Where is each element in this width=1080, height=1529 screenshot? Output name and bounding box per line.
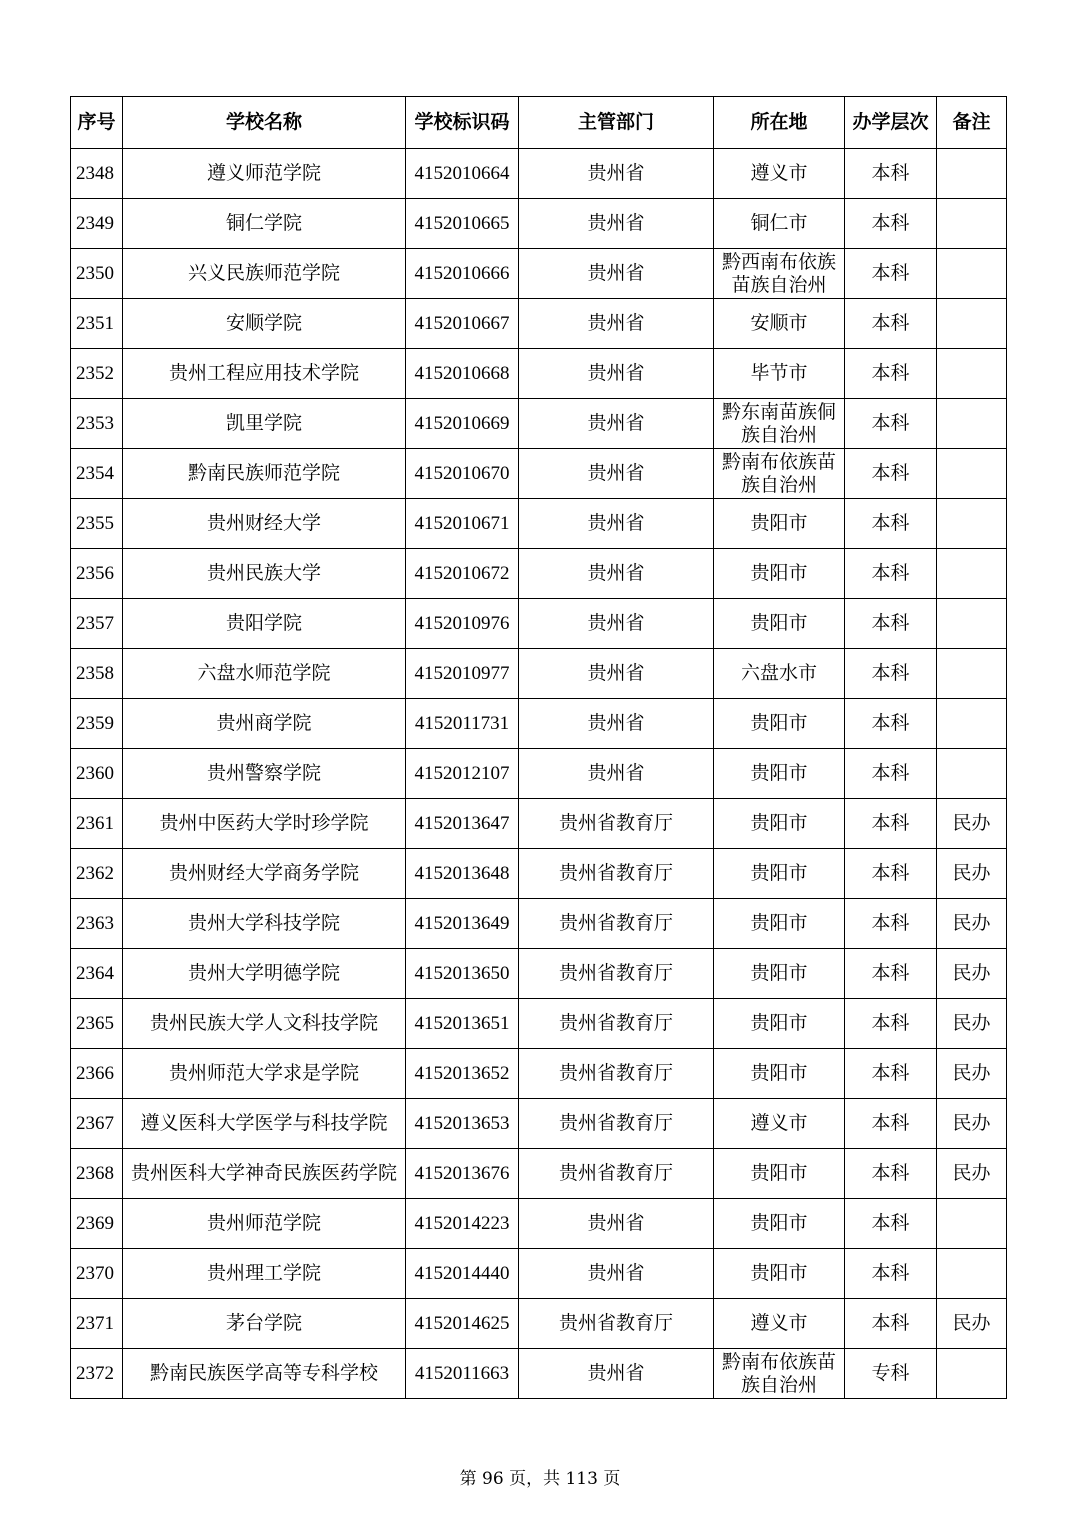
cell-supervising-department: 贵州省教育厅 (519, 1049, 714, 1099)
cell-remarks (937, 599, 1007, 649)
table-row (71, 699, 1007, 749)
cell-school-name: 贵州民族大学 (123, 549, 406, 599)
cell-serial-number: 2357 (71, 599, 123, 649)
cell-location: 安顺市 (714, 299, 845, 349)
cell-serial-number: 2356 (71, 549, 123, 599)
cell-supervising-department: 贵州省 (519, 449, 714, 499)
cell-remarks: 民办 (937, 899, 1007, 949)
cell-school-code: 4152010976 (406, 599, 519, 649)
cell-education-level: 本科 (845, 899, 937, 949)
cell-school-name: 贵州警察学院 (123, 749, 406, 799)
cell-school-code: 4152010670 (406, 449, 519, 499)
cell-remarks (937, 249, 1007, 299)
header-location: 所在地 (714, 97, 845, 149)
cell-education-level: 本科 (845, 449, 937, 499)
cell-education-level: 本科 (845, 699, 937, 749)
cell-location: 贵阳市 (714, 499, 845, 549)
cell-location: 贵阳市 (714, 1249, 845, 1299)
cell-school-name: 贵州大学科技学院 (123, 899, 406, 949)
cell-education-level: 本科 (845, 949, 937, 999)
cell-education-level: 本科 (845, 999, 937, 1049)
table-row (71, 999, 1007, 1049)
cell-remarks: 民办 (937, 999, 1007, 1049)
cell-supervising-department: 贵州省 (519, 549, 714, 599)
header-supervising-department: 主管部门 (519, 97, 714, 149)
table-row (71, 199, 1007, 249)
cell-serial-number: 2360 (71, 749, 123, 799)
table-body (71, 149, 1007, 1399)
cell-school-name: 遵义医科大学医学与科技学院 (123, 1099, 406, 1149)
cell-school-code: 4152010672 (406, 549, 519, 599)
table-row (71, 1149, 1007, 1199)
cell-supervising-department: 贵州省 (519, 349, 714, 399)
cell-school-code: 4152010665 (406, 199, 519, 249)
cell-serial-number: 2361 (71, 799, 123, 849)
cell-remarks: 民办 (937, 849, 1007, 899)
table-row (71, 1349, 1007, 1399)
header-school-code: 学校标识码 (406, 97, 519, 149)
cell-school-name: 贵州财经大学 (123, 499, 406, 549)
table-header-row (71, 97, 1007, 149)
cell-remarks (937, 499, 1007, 549)
cell-school-name: 黔南民族师范学院 (123, 449, 406, 499)
table-row (71, 899, 1007, 949)
cell-school-code: 4152013650 (406, 949, 519, 999)
table-row (71, 349, 1007, 399)
cell-serial-number: 2362 (71, 849, 123, 899)
cell-school-name: 贵州中医药大学时珍学院 (123, 799, 406, 849)
cell-education-level: 专科 (845, 1349, 937, 1399)
cell-supervising-department: 贵州省教育厅 (519, 1299, 714, 1349)
cell-education-level: 本科 (845, 249, 937, 299)
cell-location: 毕节市 (714, 349, 845, 399)
cell-supervising-department: 贵州省 (519, 1199, 714, 1249)
cell-serial-number: 2371 (71, 1299, 123, 1349)
cell-school-code: 4152011663 (406, 1349, 519, 1399)
cell-serial-number: 2350 (71, 249, 123, 299)
table-row (71, 249, 1007, 299)
table-row (71, 849, 1007, 899)
table-row (71, 399, 1007, 449)
cell-education-level: 本科 (845, 149, 937, 199)
cell-serial-number: 2359 (71, 699, 123, 749)
cell-remarks: 民办 (937, 799, 1007, 849)
cell-school-name: 贵州医科大学神奇民族医药学院 (123, 1149, 406, 1199)
cell-location: 贵阳市 (714, 949, 845, 999)
table-row (71, 749, 1007, 799)
cell-supervising-department: 贵州省 (519, 649, 714, 699)
cell-serial-number: 2354 (71, 449, 123, 499)
cell-school-code: 4152013653 (406, 1099, 519, 1149)
cell-school-name: 贵州财经大学商务学院 (123, 849, 406, 899)
cell-serial-number: 2367 (71, 1099, 123, 1149)
cell-location: 贵阳市 (714, 699, 845, 749)
cell-remarks (937, 549, 1007, 599)
cell-location: 贵阳市 (714, 849, 845, 899)
cell-education-level: 本科 (845, 749, 937, 799)
table-row (71, 599, 1007, 649)
header-school-name: 学校名称 (123, 97, 406, 149)
cell-serial-number: 2365 (71, 999, 123, 1049)
cell-school-name: 遵义师范学院 (123, 149, 406, 199)
cell-education-level: 本科 (845, 199, 937, 249)
cell-supervising-department: 贵州省 (519, 699, 714, 749)
cell-location: 遵义市 (714, 1099, 845, 1149)
cell-remarks (937, 649, 1007, 699)
table-row (71, 449, 1007, 499)
cell-location: 贵阳市 (714, 899, 845, 949)
cell-school-code: 4152013649 (406, 899, 519, 949)
cell-school-name: 贵州理工学院 (123, 1249, 406, 1299)
cell-remarks (937, 699, 1007, 749)
table-row (71, 499, 1007, 549)
cell-supervising-department: 贵州省 (519, 399, 714, 449)
header-serial-number: 序号 (71, 97, 123, 149)
cell-school-name: 安顺学院 (123, 299, 406, 349)
cell-serial-number: 2369 (71, 1199, 123, 1249)
cell-serial-number: 2358 (71, 649, 123, 699)
cell-remarks (937, 449, 1007, 499)
cell-supervising-department: 贵州省 (519, 199, 714, 249)
table-row (71, 649, 1007, 699)
table-row (71, 949, 1007, 999)
cell-location: 贵阳市 (714, 1199, 845, 1249)
cell-supervising-department: 贵州省教育厅 (519, 999, 714, 1049)
cell-education-level: 本科 (845, 649, 937, 699)
cell-remarks (937, 1249, 1007, 1299)
cell-education-level: 本科 (845, 1199, 937, 1249)
table-row (71, 299, 1007, 349)
cell-remarks: 民办 (937, 1299, 1007, 1349)
cell-remarks (937, 399, 1007, 449)
cell-school-code: 4152010668 (406, 349, 519, 399)
cell-education-level: 本科 (845, 399, 937, 449)
cell-serial-number: 2352 (71, 349, 123, 399)
cell-school-code: 4152012107 (406, 749, 519, 799)
cell-school-name: 凯里学院 (123, 399, 406, 449)
cell-location: 贵阳市 (714, 749, 845, 799)
cell-serial-number: 2368 (71, 1149, 123, 1199)
cell-serial-number: 2366 (71, 1049, 123, 1099)
cell-serial-number: 2363 (71, 899, 123, 949)
cell-serial-number: 2372 (71, 1349, 123, 1399)
cell-remarks (937, 1349, 1007, 1399)
cell-school-code: 4152013648 (406, 849, 519, 899)
cell-school-name: 贵州大学明德学院 (123, 949, 406, 999)
cell-remarks: 民办 (937, 1149, 1007, 1199)
cell-school-name: 贵州民族大学人文科技学院 (123, 999, 406, 1049)
cell-school-name: 贵州师范大学求是学院 (123, 1049, 406, 1099)
cell-supervising-department: 贵州省教育厅 (519, 949, 714, 999)
cell-remarks: 民办 (937, 1099, 1007, 1149)
cell-serial-number: 2364 (71, 949, 123, 999)
cell-school-code: 4152014440 (406, 1249, 519, 1299)
cell-education-level: 本科 (845, 1099, 937, 1149)
cell-school-code: 4152010977 (406, 649, 519, 699)
cell-school-name: 黔南民族医学高等专科学校 (123, 1349, 406, 1399)
cell-school-code: 4152013647 (406, 799, 519, 849)
cell-location: 贵阳市 (714, 1049, 845, 1099)
cell-supervising-department: 贵州省 (519, 1349, 714, 1399)
cell-location: 六盘水市 (714, 649, 845, 699)
table-row (71, 1249, 1007, 1299)
cell-education-level: 本科 (845, 349, 937, 399)
cell-supervising-department: 贵州省教育厅 (519, 1099, 714, 1149)
cell-school-name: 六盘水师范学院 (123, 649, 406, 699)
cell-serial-number: 2351 (71, 299, 123, 349)
cell-school-code: 4152010669 (406, 399, 519, 449)
cell-location: 贵阳市 (714, 1149, 845, 1199)
cell-school-name: 茅台学院 (123, 1299, 406, 1349)
cell-supervising-department: 贵州省教育厅 (519, 799, 714, 849)
cell-remarks: 民办 (937, 949, 1007, 999)
cell-location: 遵义市 (714, 149, 845, 199)
table-row (71, 1049, 1007, 1099)
cell-serial-number: 2348 (71, 149, 123, 199)
cell-supervising-department: 贵州省 (519, 249, 714, 299)
cell-supervising-department: 贵州省 (519, 149, 714, 199)
cell-remarks: 民办 (937, 1049, 1007, 1099)
cell-education-level: 本科 (845, 599, 937, 649)
cell-education-level: 本科 (845, 849, 937, 899)
cell-education-level: 本科 (845, 1299, 937, 1349)
cell-serial-number: 2370 (71, 1249, 123, 1299)
header-education-level: 办学层次 (845, 97, 937, 149)
cell-serial-number: 2349 (71, 199, 123, 249)
cell-education-level: 本科 (845, 499, 937, 549)
cell-location: 黔南布依族苗族自治州 (714, 1349, 845, 1399)
cell-education-level: 本科 (845, 549, 937, 599)
cell-serial-number: 2355 (71, 499, 123, 549)
cell-school-code: 4152014223 (406, 1199, 519, 1249)
cell-school-name: 兴义民族师范学院 (123, 249, 406, 299)
cell-location: 遵义市 (714, 1299, 845, 1349)
cell-school-name: 贵州师范学院 (123, 1199, 406, 1249)
cell-school-code: 4152010667 (406, 299, 519, 349)
cell-supervising-department: 贵州省 (519, 1249, 714, 1299)
cell-supervising-department: 贵州省 (519, 749, 714, 799)
cell-remarks (937, 749, 1007, 799)
cell-supervising-department: 贵州省 (519, 499, 714, 549)
cell-location: 贵阳市 (714, 999, 845, 1049)
cell-school-name: 贵州工程应用技术学院 (123, 349, 406, 399)
cell-school-code: 4152011731 (406, 699, 519, 749)
cell-school-code: 4152013652 (406, 1049, 519, 1099)
cell-school-code: 4152013651 (406, 999, 519, 1049)
cell-education-level: 本科 (845, 299, 937, 349)
cell-school-code: 4152010664 (406, 149, 519, 199)
cell-school-name: 贵州商学院 (123, 699, 406, 749)
cell-location: 贵阳市 (714, 599, 845, 649)
cell-school-name: 铜仁学院 (123, 199, 406, 249)
cell-location: 铜仁市 (714, 199, 845, 249)
page-number-footer: 第 96 页，共 113 页 (459, 1469, 621, 1489)
table-row (71, 1199, 1007, 1249)
table-row (71, 149, 1007, 199)
cell-supervising-department: 贵州省 (519, 599, 714, 649)
cell-school-code: 4152010671 (406, 499, 519, 549)
cell-location: 黔南布依族苗族自治州 (714, 449, 845, 499)
cell-school-code: 4152013676 (406, 1149, 519, 1199)
cell-remarks (937, 1199, 1007, 1249)
cell-location: 黔东南苗族侗族自治州 (714, 399, 845, 449)
cell-education-level: 本科 (845, 1049, 937, 1099)
cell-school-code: 4152010666 (406, 249, 519, 299)
cell-remarks (937, 149, 1007, 199)
cell-serial-number: 2353 (71, 399, 123, 449)
cell-supervising-department: 贵州省教育厅 (519, 849, 714, 899)
cell-education-level: 本科 (845, 799, 937, 849)
header-remarks: 备注 (937, 97, 1007, 149)
table-row (71, 799, 1007, 849)
table-row (71, 549, 1007, 599)
cell-supervising-department: 贵州省 (519, 299, 714, 349)
school-list-table (70, 96, 1007, 1399)
cell-location: 贵阳市 (714, 799, 845, 849)
cell-remarks (937, 299, 1007, 349)
cell-location: 贵阳市 (714, 549, 845, 599)
cell-education-level: 本科 (845, 1249, 937, 1299)
cell-school-name: 贵阳学院 (123, 599, 406, 649)
table-row (71, 1099, 1007, 1149)
cell-remarks (937, 349, 1007, 399)
table-row (71, 1299, 1007, 1349)
cell-location: 黔西南布依族苗族自治州 (714, 249, 845, 299)
cell-remarks (937, 199, 1007, 249)
cell-supervising-department: 贵州省教育厅 (519, 899, 714, 949)
cell-education-level: 本科 (845, 1149, 937, 1199)
cell-school-code: 4152014625 (406, 1299, 519, 1349)
cell-supervising-department: 贵州省教育厅 (519, 1149, 714, 1199)
